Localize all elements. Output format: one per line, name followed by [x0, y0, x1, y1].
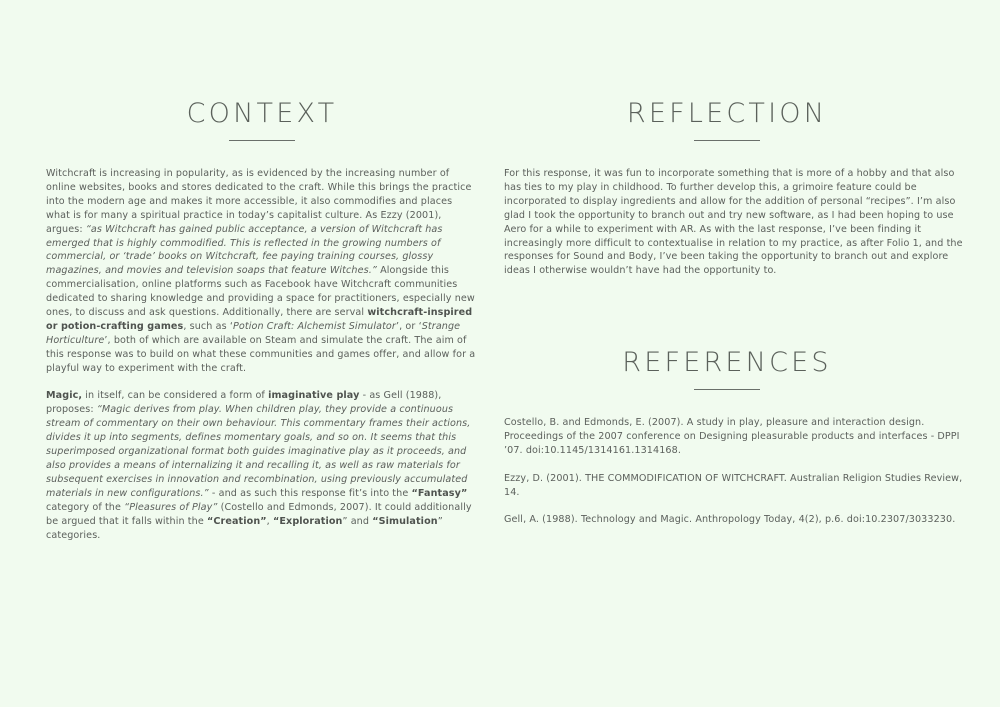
references-heading-rule: [694, 389, 760, 390]
exploration-emphasis: “Exploration: [272, 515, 343, 527]
ezzy-quote: “as Witchcraft has gained public acceptance, a version of Witchcraft has emerged that is highly commodified. This is reflected in the growing numbers of commercial, or ‘trade’ books on Witchcraft, fee paying training courses, glossy magazines, and movies and television soaps that feature Witches.”: [46, 223, 443, 277]
context-p1-text-c: , such as ‘: [183, 320, 234, 332]
context-heading: CONTEXT: [186, 98, 338, 129]
witchcraft-games-emphasis: witchcraft-inspired or potion-crafting games: [46, 307, 473, 332]
reflection-body: [504, 167, 966, 292]
reference-item: Gell, A. (1988). Technology and Magic. Anthropology Today, 4(2), p.6. doi:10.2307/3033230.: [504, 514, 956, 526]
context-heading-rule: [229, 140, 295, 141]
creation-emphasis: “Creation”: [207, 515, 267, 527]
imaginative-play-emphasis: imaginative play: [268, 390, 360, 402]
context-p1-text-d: ’, or ‘: [395, 320, 422, 332]
context-p2-text-g: ” and: [342, 515, 373, 527]
pleasures-of-play-title: “Pleasures of Play”: [124, 501, 218, 513]
game-title-strange-horticulture: Strange Horticulture: [46, 320, 461, 346]
reflection-heading: REFLECTION: [626, 98, 828, 129]
context-paragraph-2: [46, 389, 478, 542]
fantasy-emphasis: “Fantasy”: [411, 487, 468, 499]
simulation-emphasis: “Simulation: [372, 515, 438, 527]
gell-quote: “Magic derives from play. When children play, they provide a continuous stream of commentary on their own behaviour. This commentary frames their actions, divides it up into segments, defines momentary goals, and so on. It seems that this superimposed organizational format both guides imaginative play as it proceeds, and also provides a means of internalizing it and recalling it, as well as raw materials for subsequent exercises in innovation and recombination, using previously accumulated materials in new configurations.”: [46, 404, 471, 499]
context-p2-text-b: - as Gell (1988), proposes:: [46, 390, 442, 416]
reflection-paragraph: For this response, it was fun to incorporate something that is more of a hobby and that also has ties to my play in childhood. To further develop this, a grimoire feature could be incorporated to display ingredients and allow for the addition of personal “recipes”. I’m also glad I took the opportunity to branch out and try new software, as I had been hoping to use Aero for a while to experiment with AR. As with the last response, I’ve been finding it increasingly more difficult to contextualise in relation to my practice, as after Folio 1, and the responses for Sound and Body, I’ve been taking the opportunity to branch out and explore ideas I otherwise wouldn’t have had the opportunity to.: [504, 168, 963, 277]
context-p2-text-e: (Costello and Edmonds, 2007). It could additionally be argued that it falls within the: [46, 501, 472, 527]
context-paragraph-1: [46, 167, 478, 376]
references-list: [504, 416, 966, 541]
references-heading: REFERENCES: [622, 347, 832, 378]
context-body: [46, 167, 478, 556]
magic-emphasis: Magic,: [46, 390, 83, 402]
reference-item: Ezzy, D. (2001). THE COMMODIFICATION OF WITCHCRAFT. Australian Religion Studies Review, 14.: [504, 472, 963, 498]
reference-item: Costello, B. and Edmonds, E. (2007). A study in play, pleasure and interaction design. Proceedings of the 2007 conference on Designing pleasurable products and interfaces - DPPI ’07. doi:10.1145/1314161.1314168.: [504, 417, 960, 456]
context-p2-text-a: in itself, can be considered a form of: [82, 390, 269, 402]
context-p2-text-d: category of the: [46, 501, 125, 513]
context-p1-text-a: Witchcraft is increasing in popularity, as is evidenced by the increasing number of online websites, books and stores dedicated to the craft. While this brings the practice into the modern age and makes it more accessible, it also commodifies and places what is for many a spiritual practice in today’s capitalist culture. As Ezzy (2001), argues:: [46, 168, 472, 235]
context-p2-text-f: ,: [266, 515, 273, 527]
context-p2-text-c: - and as such this response fit’s into the: [208, 487, 412, 499]
reflection-heading-rule: [694, 140, 760, 141]
context-p2-text-h: ” categories.: [46, 515, 443, 541]
context-p1-text-e: ’, both of which are available on Steam and simulate the craft. The aim of this response was to build on what these communities and games offer, and allow for a playful way to experiment with the craft.: [46, 334, 476, 374]
context-p1-text-b: Alongside this commercialisation, online platforms such as Facebook have Witchcraft communities dedicated to sharing knowledge and providing a space for practitioners, especially new ones, to discuss and ask questions. Additionally, there are serval: [46, 265, 475, 319]
game-title-potion-craft: Potion Craft: Alchemist Simulator: [233, 320, 396, 332]
